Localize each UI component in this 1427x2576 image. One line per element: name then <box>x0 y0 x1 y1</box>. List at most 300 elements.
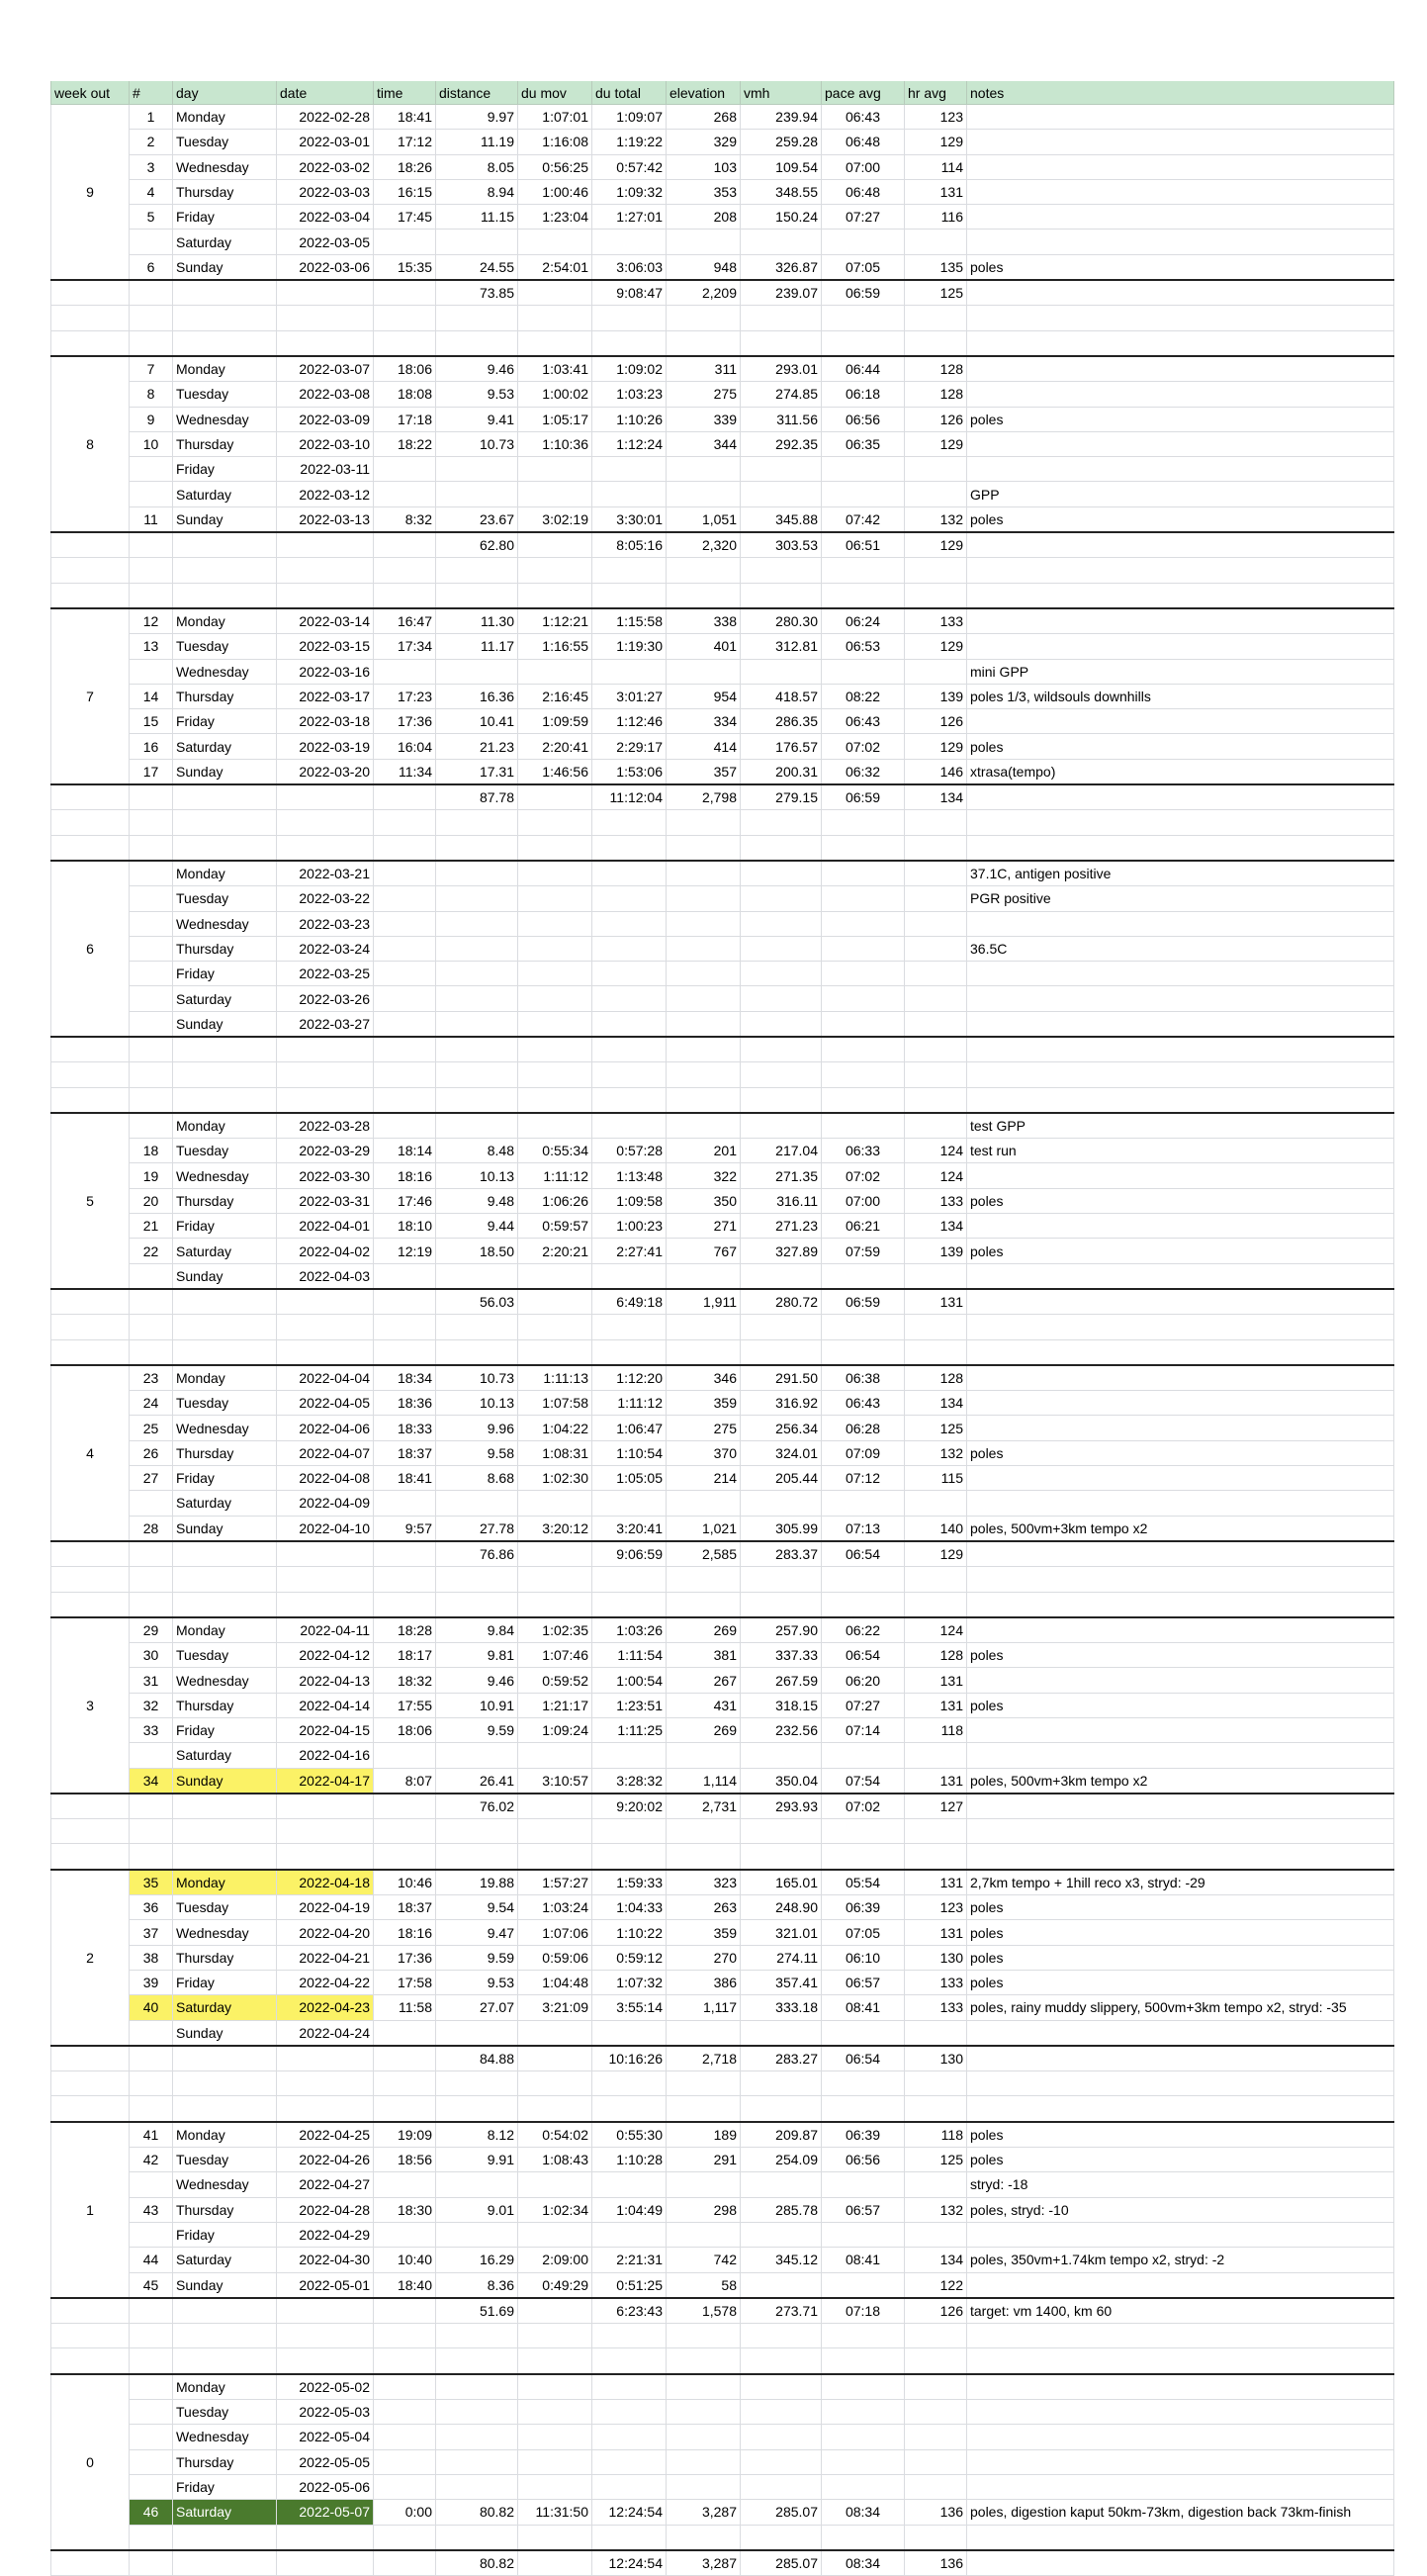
du-mov-cell[interactable]: 0:56:25 <box>518 154 592 179</box>
hr-cell[interactable] <box>905 230 967 254</box>
vmh-cell[interactable]: 293.01 <box>741 356 822 382</box>
run-number-cell[interactable]: 20 <box>130 1188 173 1213</box>
empty-cell[interactable] <box>741 2096 822 2122</box>
empty-cell[interactable] <box>518 1794 592 1819</box>
date-cell[interactable]: 2022-03-06 <box>277 254 374 280</box>
distance-cell[interactable] <box>436 936 518 961</box>
total-distance-cell[interactable]: 76.86 <box>436 1541 518 1567</box>
empty-cell[interactable] <box>667 835 741 861</box>
pace-cell[interactable] <box>822 2400 905 2425</box>
total-distance-cell[interactable]: 62.80 <box>436 532 518 558</box>
notes-cell[interactable]: poles <box>967 1440 1394 1465</box>
hr-cell[interactable]: 133 <box>905 1995 967 2020</box>
total-du-cell[interactable]: 6:23:43 <box>592 2298 667 2324</box>
empty-cell[interactable] <box>967 835 1394 861</box>
empty-cell[interactable] <box>374 810 436 835</box>
empty-cell[interactable] <box>592 1062 667 1087</box>
time-cell[interactable]: 18:30 <box>374 2197 436 2222</box>
empty-cell[interactable] <box>905 1592 967 1617</box>
vmh-cell[interactable] <box>741 659 822 684</box>
date-cell[interactable]: 2022-03-01 <box>277 130 374 154</box>
hr-cell[interactable] <box>905 2222 967 2247</box>
day-cell[interactable]: Wednesday <box>173 1163 277 1188</box>
du-mov-cell[interactable] <box>518 1113 592 1139</box>
pace-cell[interactable]: 07:00 <box>822 1188 905 1213</box>
hr-cell[interactable]: 129 <box>905 130 967 154</box>
elevation-cell[interactable]: 370 <box>667 1440 741 1465</box>
pace-cell[interactable]: 06:22 <box>822 1617 905 1643</box>
empty-cell[interactable] <box>518 1087 592 1113</box>
date-cell[interactable]: 2022-04-28 <box>277 2197 374 2222</box>
elevation-cell[interactable]: 1,114 <box>667 1768 741 1794</box>
empty-cell[interactable] <box>130 1062 173 1087</box>
empty-cell[interactable] <box>130 583 173 608</box>
distance-cell[interactable] <box>436 2474 518 2499</box>
distance-cell[interactable]: 9.59 <box>436 1718 518 1743</box>
empty-cell[interactable] <box>173 2298 277 2324</box>
day-cell[interactable]: Sunday <box>173 1516 277 1541</box>
du-total-cell[interactable]: 1:27:01 <box>592 205 667 230</box>
total-vmh-cell[interactable]: 283.37 <box>741 1541 822 1567</box>
pace-cell[interactable]: 07:13 <box>822 1516 905 1541</box>
time-cell[interactable] <box>374 2449 436 2474</box>
run-number-cell[interactable] <box>130 886 173 911</box>
hr-cell[interactable]: 129 <box>905 734 967 759</box>
column-header[interactable]: vmh <box>741 81 822 105</box>
notes-cell[interactable] <box>967 230 1394 254</box>
empty-cell[interactable] <box>374 1037 436 1062</box>
total-vmh-cell[interactable]: 279.15 <box>741 784 822 810</box>
du-mov-cell[interactable] <box>518 2400 592 2425</box>
empty-cell[interactable] <box>592 2324 667 2348</box>
notes-cell[interactable]: PGR positive <box>967 886 1394 911</box>
day-cell[interactable]: Friday <box>173 1466 277 1491</box>
vmh-cell[interactable]: 418.57 <box>741 684 822 708</box>
total-notes-cell[interactable] <box>967 1794 1394 1819</box>
day-cell[interactable]: Wednesday <box>173 659 277 684</box>
notes-cell[interactable]: poles <box>967 2122 1394 2148</box>
elevation-cell[interactable]: 339 <box>667 407 741 431</box>
empty-cell[interactable] <box>592 2096 667 2122</box>
elevation-cell[interactable]: 742 <box>667 2248 741 2272</box>
hr-cell[interactable]: 125 <box>905 1416 967 1440</box>
vmh-cell[interactable]: 209.87 <box>741 2122 822 2148</box>
elevation-cell[interactable]: 311 <box>667 356 741 382</box>
date-cell[interactable]: 2022-03-04 <box>277 205 374 230</box>
elevation-cell[interactable]: 275 <box>667 382 741 407</box>
day-cell[interactable]: Saturday <box>173 1491 277 1516</box>
run-number-cell[interactable]: 43 <box>130 2197 173 2222</box>
time-cell[interactable]: 17:23 <box>374 684 436 708</box>
empty-cell[interactable] <box>277 1289 374 1315</box>
empty-cell[interactable] <box>374 1541 436 1567</box>
empty-cell[interactable] <box>277 1315 374 1339</box>
du-total-cell[interactable] <box>592 886 667 911</box>
date-cell[interactable]: 2022-03-18 <box>277 709 374 734</box>
empty-cell[interactable] <box>130 1037 173 1062</box>
empty-cell[interactable] <box>667 1339 741 1365</box>
empty-cell[interactable] <box>741 306 822 330</box>
hr-cell[interactable]: 123 <box>905 105 967 130</box>
empty-cell[interactable] <box>592 2348 667 2374</box>
pace-cell[interactable] <box>822 861 905 886</box>
elevation-cell[interactable]: 268 <box>667 105 741 130</box>
date-cell[interactable]: 2022-05-01 <box>277 2272 374 2298</box>
total-elevation-cell[interactable]: 2,585 <box>667 1541 741 1567</box>
du-total-cell[interactable] <box>592 2374 667 2400</box>
time-cell[interactable] <box>374 2425 436 2449</box>
empty-cell[interactable] <box>822 583 905 608</box>
run-number-cell[interactable] <box>130 2449 173 2474</box>
distance-cell[interactable] <box>436 861 518 886</box>
distance-cell[interactable]: 9.96 <box>436 1416 518 1440</box>
empty-cell[interactable] <box>518 2324 592 2348</box>
elevation-cell[interactable]: 357 <box>667 759 741 784</box>
total-hr-cell[interactable]: 127 <box>905 1794 967 1819</box>
pace-cell[interactable] <box>822 230 905 254</box>
empty-cell[interactable] <box>592 1819 667 1844</box>
distance-cell[interactable] <box>436 2525 518 2550</box>
time-cell[interactable] <box>374 2172 436 2197</box>
distance-cell[interactable]: 10.73 <box>436 431 518 456</box>
day-cell[interactable]: Thursday <box>173 431 277 456</box>
empty-cell[interactable] <box>436 2096 518 2122</box>
du-mov-cell[interactable]: 1:08:43 <box>518 2148 592 2172</box>
total-pace-cell[interactable] <box>822 1037 905 1062</box>
du-total-cell[interactable] <box>592 2172 667 2197</box>
day-cell[interactable]: Wednesday <box>173 2172 277 2197</box>
hr-cell[interactable]: 146 <box>905 759 967 784</box>
vmh-cell[interactable] <box>741 911 822 936</box>
notes-cell[interactable] <box>967 1466 1394 1491</box>
time-cell[interactable]: 18:08 <box>374 382 436 407</box>
time-cell[interactable]: 18:06 <box>374 1718 436 1743</box>
notes-cell[interactable]: poles <box>967 1239 1394 1263</box>
day-cell[interactable]: Monday <box>173 1870 277 1895</box>
du-total-cell[interactable] <box>592 911 667 936</box>
vmh-cell[interactable] <box>741 936 822 961</box>
empty-cell[interactable] <box>518 835 592 861</box>
run-number-cell[interactable]: 40 <box>130 1995 173 2020</box>
empty-cell[interactable] <box>374 2324 436 2348</box>
run-number-cell[interactable] <box>130 2374 173 2400</box>
du-total-cell[interactable]: 1:11:25 <box>592 1718 667 1743</box>
run-number-cell[interactable]: 18 <box>130 1139 173 1163</box>
empty-cell[interactable] <box>51 2298 130 2324</box>
time-cell[interactable]: 15:35 <box>374 254 436 280</box>
time-cell[interactable] <box>374 1743 436 1768</box>
empty-cell[interactable] <box>173 2046 277 2071</box>
empty-cell[interactable] <box>51 532 130 558</box>
du-mov-cell[interactable] <box>518 2449 592 2474</box>
day-cell[interactable]: Friday <box>173 2474 277 2499</box>
distance-cell[interactable] <box>436 482 518 506</box>
day-cell[interactable]: Friday <box>173 1718 277 1743</box>
elevation-cell[interactable]: 208 <box>667 205 741 230</box>
empty-cell[interactable] <box>905 1339 967 1365</box>
run-number-cell[interactable]: 38 <box>130 1945 173 1970</box>
date-cell[interactable]: 2022-03-19 <box>277 734 374 759</box>
empty-cell[interactable] <box>967 583 1394 608</box>
vmh-cell[interactable]: 259.28 <box>741 130 822 154</box>
date-cell[interactable]: 2022-03-03 <box>277 179 374 204</box>
empty-cell[interactable] <box>51 2046 130 2071</box>
total-du-cell[interactable]: 11:12:04 <box>592 784 667 810</box>
empty-cell[interactable] <box>277 2071 374 2096</box>
empty-cell[interactable] <box>741 558 822 583</box>
date-cell[interactable]: 2022-03-09 <box>277 407 374 431</box>
du-mov-cell[interactable]: 2:20:41 <box>518 734 592 759</box>
run-number-cell[interactable]: 6 <box>130 254 173 280</box>
date-cell[interactable]: 2022-04-29 <box>277 2222 374 2247</box>
elevation-cell[interactable]: 346 <box>667 1365 741 1391</box>
run-number-cell[interactable]: 4 <box>130 179 173 204</box>
notes-cell[interactable] <box>967 709 1394 734</box>
du-mov-cell[interactable]: 0:59:52 <box>518 1668 592 1693</box>
date-cell[interactable]: 2022-05-07 <box>277 2500 374 2525</box>
empty-cell[interactable] <box>741 1592 822 1617</box>
run-number-cell[interactable] <box>130 936 173 961</box>
empty-cell[interactable] <box>130 306 173 330</box>
day-cell[interactable]: Tuesday <box>173 1139 277 1163</box>
notes-cell[interactable] <box>967 382 1394 407</box>
du-mov-cell[interactable]: 3:20:12 <box>518 1516 592 1541</box>
pace-cell[interactable]: 06:10 <box>822 1945 905 1970</box>
column-header[interactable]: distance <box>436 81 518 105</box>
distance-cell[interactable]: 10.91 <box>436 1693 518 1717</box>
empty-cell[interactable] <box>667 2348 741 2374</box>
elevation-cell[interactable]: 1,117 <box>667 1995 741 2020</box>
empty-cell[interactable] <box>51 2348 130 2374</box>
elevation-cell[interactable]: 201 <box>667 1139 741 1163</box>
pace-cell[interactable] <box>822 1011 905 1037</box>
column-header[interactable]: pace avg <box>822 81 905 105</box>
empty-cell[interactable] <box>436 810 518 835</box>
empty-cell[interactable] <box>173 1844 277 1870</box>
elevation-cell[interactable] <box>667 2425 741 2449</box>
vmh-cell[interactable] <box>741 2425 822 2449</box>
day-cell[interactable]: Monday <box>173 861 277 886</box>
empty-cell[interactable] <box>822 1592 905 1617</box>
vmh-cell[interactable]: 267.59 <box>741 1668 822 1693</box>
pace-cell[interactable]: 07:42 <box>822 506 905 532</box>
empty-cell[interactable] <box>51 1794 130 1819</box>
hr-cell[interactable] <box>905 482 967 506</box>
total-notes-cell[interactable] <box>967 1289 1394 1315</box>
du-total-cell[interactable]: 1:13:48 <box>592 1163 667 1188</box>
pace-cell[interactable]: 06:38 <box>822 1365 905 1391</box>
time-cell[interactable]: 18:17 <box>374 1643 436 1668</box>
du-total-cell[interactable]: 1:00:54 <box>592 1668 667 1693</box>
run-number-cell[interactable]: 10 <box>130 431 173 456</box>
time-cell[interactable] <box>374 962 436 986</box>
date-cell[interactable]: 2022-03-12 <box>277 482 374 506</box>
day-cell[interactable]: Sunday <box>173 1768 277 1794</box>
empty-cell[interactable] <box>374 2550 436 2576</box>
column-header[interactable]: date <box>277 81 374 105</box>
du-total-cell[interactable]: 3:28:32 <box>592 1768 667 1794</box>
vmh-cell[interactable]: 280.30 <box>741 608 822 634</box>
empty-cell[interactable] <box>374 1567 436 1592</box>
empty-cell[interactable] <box>51 2071 130 2096</box>
total-distance-cell[interactable]: 84.88 <box>436 2046 518 2071</box>
hr-cell[interactable]: 135 <box>905 254 967 280</box>
day-cell[interactable]: Sunday <box>173 759 277 784</box>
pace-cell[interactable]: 06:54 <box>822 1643 905 1668</box>
hr-cell[interactable]: 118 <box>905 1718 967 1743</box>
empty-cell[interactable] <box>130 835 173 861</box>
du-total-cell[interactable] <box>592 2222 667 2247</box>
empty-cell[interactable] <box>592 330 667 356</box>
time-cell[interactable]: 18:22 <box>374 431 436 456</box>
du-mov-cell[interactable]: 1:07:01 <box>518 105 592 130</box>
empty-cell[interactable] <box>967 330 1394 356</box>
total-du-cell[interactable]: 12:24:54 <box>592 2550 667 2576</box>
day-cell[interactable]: Thursday <box>173 179 277 204</box>
empty-cell[interactable] <box>51 810 130 835</box>
distance-cell[interactable]: 18.50 <box>436 1239 518 1263</box>
vmh-cell[interactable]: 324.01 <box>741 1440 822 1465</box>
distance-cell[interactable]: 8.68 <box>436 1466 518 1491</box>
empty-cell[interactable] <box>51 1567 130 1592</box>
notes-cell[interactable] <box>967 1011 1394 1037</box>
empty-cell[interactable] <box>173 2071 277 2096</box>
column-header[interactable]: du total <box>592 81 667 105</box>
empty-cell[interactable] <box>667 2324 741 2348</box>
day-cell[interactable]: Sunday <box>173 1263 277 1289</box>
date-cell[interactable]: 2022-03-11 <box>277 457 374 482</box>
time-cell[interactable]: 18:36 <box>374 1391 436 1416</box>
du-total-cell[interactable]: 2:27:41 <box>592 1239 667 1263</box>
distance-cell[interactable]: 9.54 <box>436 1895 518 1920</box>
hr-cell[interactable]: 125 <box>905 2148 967 2172</box>
day-cell[interactable]: Saturday <box>173 1995 277 2020</box>
vmh-cell[interactable]: 239.94 <box>741 105 822 130</box>
total-vmh-cell[interactable]: 293.93 <box>741 1794 822 1819</box>
run-number-cell[interactable] <box>130 1263 173 1289</box>
vmh-cell[interactable] <box>741 986 822 1011</box>
day-cell[interactable]: Thursday <box>173 2197 277 2222</box>
hr-cell[interactable] <box>905 457 967 482</box>
empty-cell[interactable] <box>822 1315 905 1339</box>
date-cell[interactable]: 2022-04-22 <box>277 1970 374 1994</box>
empty-cell[interactable] <box>967 306 1394 330</box>
notes-cell[interactable] <box>967 154 1394 179</box>
total-pace-cell[interactable]: 06:51 <box>822 532 905 558</box>
notes-cell[interactable] <box>967 962 1394 986</box>
empty-cell[interactable] <box>130 2550 173 2576</box>
total-du-cell[interactable]: 9:06:59 <box>592 1541 667 1567</box>
pace-cell[interactable] <box>822 1113 905 1139</box>
pace-cell[interactable] <box>822 457 905 482</box>
empty-cell[interactable] <box>436 1339 518 1365</box>
du-total-cell[interactable]: 3:01:27 <box>592 684 667 708</box>
empty-cell[interactable] <box>518 2046 592 2071</box>
day-cell[interactable]: Saturday <box>173 230 277 254</box>
pace-cell[interactable]: 06:57 <box>822 1970 905 1994</box>
run-number-cell[interactable]: 26 <box>130 1440 173 1465</box>
notes-cell[interactable]: poles, digestion kaput 50km-73km, digestion back 73km-finish <box>967 2500 1394 2525</box>
empty-cell[interactable] <box>518 330 592 356</box>
run-number-cell[interactable]: 12 <box>130 608 173 634</box>
empty-cell[interactable] <box>173 583 277 608</box>
vmh-cell[interactable] <box>741 230 822 254</box>
empty-cell[interactable] <box>130 1315 173 1339</box>
empty-cell[interactable] <box>51 1339 130 1365</box>
time-cell[interactable] <box>374 482 436 506</box>
time-cell[interactable]: 17:36 <box>374 1945 436 1970</box>
elevation-cell[interactable]: 270 <box>667 1945 741 1970</box>
empty-cell[interactable] <box>667 1567 741 1592</box>
empty-cell[interactable] <box>51 1037 130 1062</box>
run-number-cell[interactable]: 33 <box>130 1718 173 1743</box>
day-cell[interactable]: Tuesday <box>173 2148 277 2172</box>
notes-cell[interactable]: xtrasa(tempo) <box>967 759 1394 784</box>
pace-cell[interactable]: 06:56 <box>822 407 905 431</box>
day-cell[interactable]: Wednesday <box>173 1920 277 1945</box>
hr-cell[interactable] <box>905 986 967 1011</box>
run-number-cell[interactable] <box>130 1743 173 1768</box>
empty-cell[interactable] <box>905 835 967 861</box>
day-cell[interactable]: Monday <box>173 1113 277 1139</box>
du-total-cell[interactable]: 1:06:47 <box>592 1416 667 1440</box>
time-cell[interactable]: 16:47 <box>374 608 436 634</box>
empty-cell[interactable] <box>51 2096 130 2122</box>
empty-cell[interactable] <box>51 280 130 306</box>
day-cell[interactable]: Tuesday <box>173 1391 277 1416</box>
empty-cell[interactable] <box>905 2324 967 2348</box>
date-cell[interactable]: 2022-04-02 <box>277 1239 374 1263</box>
du-mov-cell[interactable]: 1:02:35 <box>518 1617 592 1643</box>
pace-cell[interactable] <box>822 482 905 506</box>
vmh-cell[interactable] <box>741 2474 822 2499</box>
distance-cell[interactable]: 27.07 <box>436 1995 518 2020</box>
elevation-cell[interactable]: 353 <box>667 179 741 204</box>
distance-cell[interactable]: 10.13 <box>436 1163 518 1188</box>
empty-cell[interactable] <box>374 1844 436 1870</box>
total-vmh-cell[interactable]: 280.72 <box>741 1289 822 1315</box>
time-cell[interactable] <box>374 2020 436 2046</box>
date-cell[interactable]: 2022-04-23 <box>277 1995 374 2020</box>
run-number-cell[interactable]: 17 <box>130 759 173 784</box>
du-total-cell[interactable]: 1:11:54 <box>592 1643 667 1668</box>
empty-cell[interactable] <box>592 558 667 583</box>
vmh-cell[interactable]: 176.57 <box>741 734 822 759</box>
total-pace-cell[interactable]: 06:59 <box>822 1289 905 1315</box>
day-cell[interactable]: Thursday <box>173 1693 277 1717</box>
empty-cell[interactable] <box>967 2348 1394 2374</box>
empty-cell[interactable] <box>592 1567 667 1592</box>
notes-cell[interactable] <box>967 431 1394 456</box>
notes-cell[interactable]: poles, 500vm+3km tempo x2 <box>967 1768 1394 1794</box>
empty-cell[interactable] <box>436 1592 518 1617</box>
time-cell[interactable]: 18:14 <box>374 1139 436 1163</box>
pace-cell[interactable] <box>822 2222 905 2247</box>
notes-cell[interactable]: poles, stryd: -10 <box>967 2197 1394 2222</box>
column-header[interactable]: elevation <box>667 81 741 105</box>
empty-cell[interactable] <box>130 2046 173 2071</box>
column-header[interactable]: notes <box>967 81 1394 105</box>
empty-cell[interactable] <box>436 583 518 608</box>
date-cell[interactable]: 2022-03-23 <box>277 911 374 936</box>
du-mov-cell[interactable]: 1:10:36 <box>518 431 592 456</box>
elevation-cell[interactable]: 189 <box>667 2122 741 2148</box>
total-vmh-cell[interactable]: 285.07 <box>741 2550 822 2576</box>
total-distance-cell[interactable]: 80.82 <box>436 2550 518 2576</box>
distance-cell[interactable] <box>436 2425 518 2449</box>
total-pace-cell[interactable]: 06:54 <box>822 2046 905 2071</box>
elevation-cell[interactable]: 359 <box>667 1391 741 1416</box>
